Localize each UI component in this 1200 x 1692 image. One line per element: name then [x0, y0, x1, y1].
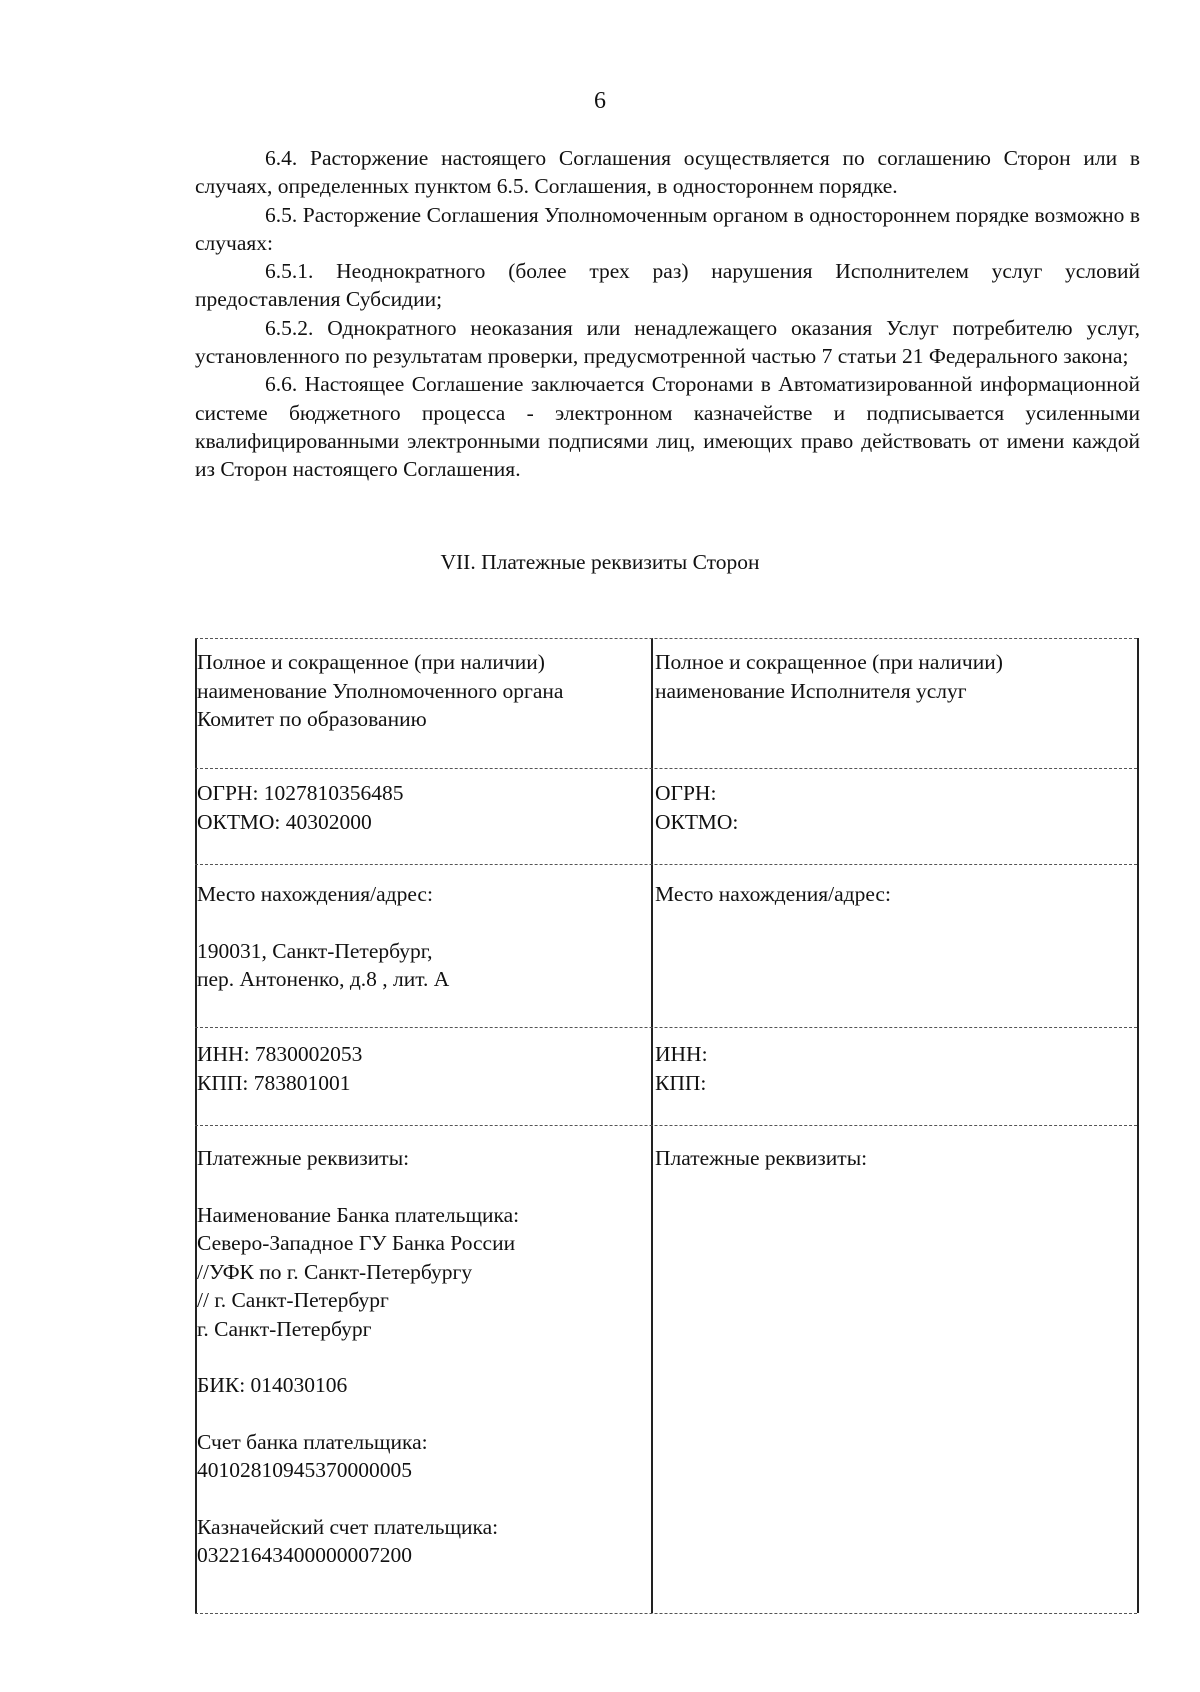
- page-number: 6: [594, 88, 606, 114]
- authority-inn: ИНН: 7830002053: [197, 1042, 363, 1066]
- authority-name-label-1: Полное и сокращенное (при наличии): [197, 650, 545, 674]
- agreement-body-text: [195, 144, 1140, 484]
- authority-ogrn-cell: [197, 779, 647, 836]
- row-divider: [195, 768, 1137, 769]
- contractor-payment-label: Платежные реквизиты:: [655, 1146, 868, 1170]
- authority-name-cell: [197, 648, 647, 734]
- paragraph-6-5-2: 6.5.2. Однократного неоказания или ненадлежащего оказания Услуг потребителю услуг, установленного по результатам проверки, предусмотренной частью 7 статьи 21 Федерального закона;: [195, 315, 1140, 369]
- contractor-ogrn-cell: [655, 779, 1125, 836]
- authority-ogrn: ОГРН: 1027810356485: [197, 781, 404, 805]
- table-bottom-border: [195, 1613, 1137, 1614]
- contractor-address-label: Место нахождения/адрес:: [655, 882, 891, 906]
- spacer: [197, 1485, 647, 1513]
- paragraph-6-6: 6.6. Настоящее Соглашение заключается Сторонами в Автоматизированной информационной системе бюджетного процесса - электронном казначействе и подписывается усиленными квалифицированными электронными подписями лиц, имеющих право действовать от имени каждой из Сторон настоящего Соглашения.: [195, 372, 1140, 482]
- spacer: [197, 1343, 647, 1371]
- paragraph-6-4: 6.4. Расторжение настоящего Соглашения осуществляется по соглашению Сторон или в случаях, определенных пунктом 6.5. Соглашения, в одностороннем порядке.: [195, 146, 1140, 199]
- contractor-payment-cell: [655, 1144, 1125, 1173]
- authority-name-label-2: наименование Уполномоченного органа: [197, 678, 564, 703]
- bank-label: Наименование Банка плательщика:: [197, 1202, 520, 1227]
- authority-name-value: Комитет по образованию: [197, 707, 427, 731]
- row-divider: [195, 1027, 1137, 1028]
- authority-address-label: Место нахождения/адрес:: [197, 882, 433, 906]
- spacer: [197, 1173, 647, 1201]
- contractor-name-label-1: Полное и сокращенное (при наличии): [655, 650, 1003, 674]
- payment-details-table: [195, 628, 1139, 1628]
- authority-payment-cell: [197, 1144, 647, 1570]
- account-label: Счет банка плательщика:: [197, 1429, 428, 1454]
- table-top-border: [195, 638, 1137, 639]
- row-divider: [195, 864, 1137, 865]
- authority-inn-cell: [197, 1040, 647, 1097]
- authority-address-line-2: пер. Антоненко, д.8 , лит. А: [197, 967, 450, 991]
- authority-payment-label: Платежные реквизиты:: [197, 1146, 410, 1170]
- contractor-inn: ИНН:: [655, 1042, 708, 1066]
- spacer: [197, 1400, 647, 1428]
- paragraph-6-5: 6.5. Расторжение Соглашения Уполномоченным органом в одностороннем порядке возможно в случаях:: [195, 202, 1140, 255]
- account-value: 40102810945370000005: [197, 1458, 412, 1482]
- bank-line-3: // г. Санкт-Петербург: [197, 1288, 389, 1312]
- treasury-label: Казначейский счет плательщика:: [197, 1514, 499, 1539]
- contractor-kpp: КПП:: [655, 1070, 707, 1095]
- bank-line-2: //УФК по г. Санкт-Петербургу: [197, 1259, 473, 1284]
- bik: БИК: 014030106: [197, 1373, 348, 1397]
- row-divider: [195, 1125, 1137, 1126]
- table-right-border: [1137, 638, 1139, 1613]
- contractor-inn-cell: [655, 1040, 1125, 1097]
- bank-line-4: г. Санкт-Петербург: [197, 1316, 372, 1341]
- section-title: VII. Платежные реквизиты Сторон: [440, 550, 760, 574]
- spacer: [197, 909, 647, 937]
- contractor-address-cell: [655, 880, 1125, 909]
- authority-oktmo: ОКТМО: 40302000: [197, 809, 372, 834]
- authority-kpp: КПП: 783801001: [197, 1070, 351, 1095]
- contractor-oktmo: ОКТМО:: [655, 809, 739, 834]
- bank-line-1: Северо-Западное ГУ Банка России: [197, 1231, 516, 1255]
- contractor-name-cell: [655, 648, 1125, 705]
- authority-address-line-1: 190031, Санкт-Петербург,: [197, 938, 433, 963]
- treasury-value: 03221643400000007200: [197, 1543, 412, 1567]
- paragraph-6-5-1: 6.5.1. Неоднократного (более трех раз) нарушения Исполнителем услуг условий предоставления Субсидии;: [195, 259, 1140, 312]
- contractor-ogrn: ОГРН:: [655, 781, 717, 805]
- authority-address-cell: [197, 880, 647, 994]
- contractor-name-label-2: наименование Исполнителя услуг: [655, 678, 967, 703]
